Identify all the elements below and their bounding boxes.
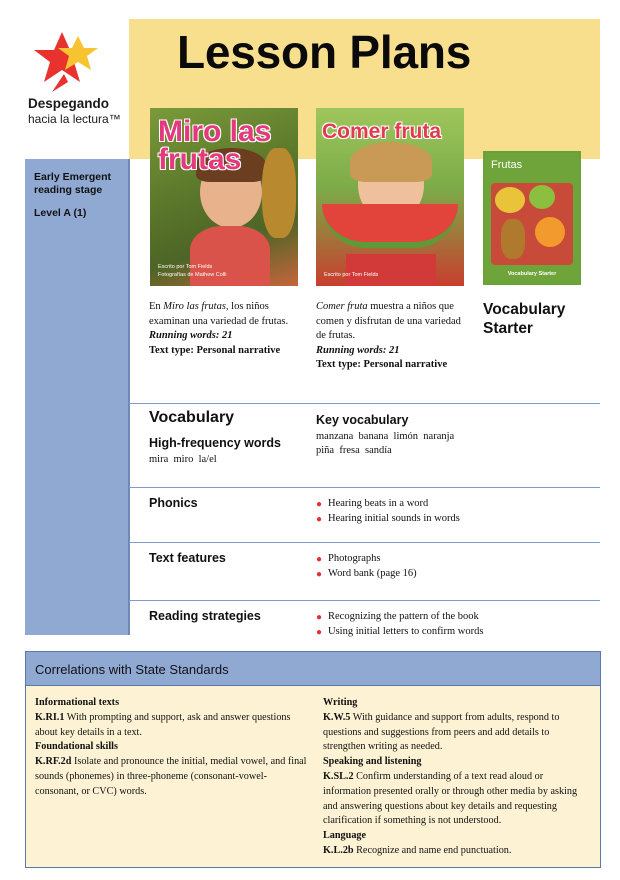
girl-hair-image xyxy=(350,142,432,182)
vocabulary-title: Vocabulary xyxy=(149,409,235,426)
list-item: ● Recognizing the pattern of the book xyxy=(316,611,479,623)
publisher-logo xyxy=(24,30,134,130)
reading-stage: Early Emergent reading stage xyxy=(34,171,112,196)
key-vocabulary-line-1: manzana banana limón naranja xyxy=(316,431,455,442)
list-item: ● Word bank (page 16) xyxy=(316,568,417,580)
list-item: ● Hearing initial sounds in words xyxy=(316,513,460,525)
key-vocabulary-title: Key vocabulary xyxy=(316,413,409,427)
cover-credit-photo: Fotografías de Mathew Colli xyxy=(158,272,227,278)
text-type: Text type: Personal narrative xyxy=(149,344,281,356)
cover-title: Miro las frutas xyxy=(158,115,272,176)
standard-item: K.RI.1 With prompting and support, ask and answer questions about key details in a text. xyxy=(35,711,291,738)
text-features-title: Text features xyxy=(149,551,226,565)
reading-level-sidebar xyxy=(25,159,129,635)
bullet-icon: ● xyxy=(316,569,323,580)
row-divider xyxy=(129,600,600,601)
key-vocabulary-line-2: piña fresa sandía xyxy=(316,445,392,456)
standard-heading: Language xyxy=(323,830,367,842)
standard-heading: Writing xyxy=(323,697,358,708)
standard-item: K.SL.2 Confirm understanding of a text read aloud or information presented orally or through other media by asking and answering questions about key details and requesting clarification if something is not understood. xyxy=(323,770,578,827)
cover-credit: Escrito por Tom Fields xyxy=(324,272,379,278)
standards-box xyxy=(25,651,601,868)
bullet-icon: ● xyxy=(316,612,323,623)
standard-item: K.L.2b Recognize and name end punctuation. xyxy=(323,844,512,856)
list-item: ● Hearing beats in a word xyxy=(316,498,429,510)
page-title: Lesson Plans xyxy=(177,26,472,78)
star-rocket-icon xyxy=(34,30,114,96)
desc-prefix: En xyxy=(149,301,164,312)
desc-text: muestra a niños que comen y disfrutan de una variedad de frutas. xyxy=(316,301,461,341)
list-item: ● Photographs xyxy=(316,553,381,565)
standards-right-column xyxy=(323,696,593,859)
reading-strategies-list xyxy=(316,609,483,639)
standards-left-column xyxy=(35,696,310,800)
book-cover-frutas xyxy=(483,151,581,285)
girl-shirt-image xyxy=(346,254,436,286)
reading-strategies-title: Reading strategies xyxy=(149,609,261,623)
standard-item: K.RF.2d Isolate and pronounce the initial, medial vowel, and final sounds (phonemes) in three-phoneme (consonant-vowel-consonant, or CVC) words. xyxy=(35,756,307,797)
cover-title: Comer fruta xyxy=(322,120,442,143)
bullet-icon: ● xyxy=(316,627,323,638)
standards-title: Correlations with State Standards xyxy=(35,662,229,677)
fruit-basket-image xyxy=(491,183,573,265)
logo-name: Despegando xyxy=(28,96,110,111)
desc-book-title: Comer fruta xyxy=(316,301,368,312)
book-cover-comer-fruta xyxy=(316,108,464,286)
book-description-1 xyxy=(149,300,309,358)
phonics-list xyxy=(316,496,460,526)
list-item: ● Using initial letters to confirm words xyxy=(316,626,484,638)
content-divider xyxy=(129,159,130,635)
running-words: Running words: 21 xyxy=(316,344,400,356)
desc-book-title: Miro las frutas, xyxy=(163,301,229,312)
bullet-icon: ● xyxy=(316,514,323,525)
bullet-icon: ● xyxy=(316,554,323,565)
row-divider xyxy=(129,403,600,404)
cover-title: Frutas xyxy=(491,159,523,171)
phonics-title: Phonics xyxy=(149,496,198,510)
high-frequency-title: High-frequency words xyxy=(149,436,281,450)
standard-item: K.W.5 With guidance and support from adults, respond to questions and suggestions from peers and add details to strengthen writing as needed. xyxy=(323,711,560,753)
watermelon-image xyxy=(322,204,458,248)
high-frequency-words: mira miro la/el xyxy=(149,454,217,465)
cover-subtitle: Vocabulary Starter xyxy=(507,271,557,277)
reading-level: Level A (1) xyxy=(34,207,87,219)
standard-heading: Informational texts xyxy=(35,697,120,708)
text-type: Text type: Personal narrative xyxy=(316,359,448,370)
bullet-icon: ● xyxy=(316,499,323,510)
cover-credit: Escrito por Tom Fields xyxy=(158,264,213,270)
row-divider xyxy=(129,487,600,488)
book-cover-miro-las-frutas xyxy=(150,108,298,286)
book-description-2 xyxy=(316,300,461,373)
standard-heading: Foundational skills xyxy=(35,741,118,753)
text-features-list xyxy=(316,551,417,581)
standards-header xyxy=(26,652,600,686)
running-words: Running words: 21 xyxy=(149,330,233,341)
logo-tagline: hacia la lectura™ xyxy=(28,112,121,126)
row-divider xyxy=(129,542,600,543)
desc-text: los niños examinan una variedad de frutas. xyxy=(149,301,289,327)
vocabulary-starter-label: Vocabulary Starter xyxy=(483,301,566,337)
standard-heading: Speaking and listening xyxy=(323,756,422,768)
